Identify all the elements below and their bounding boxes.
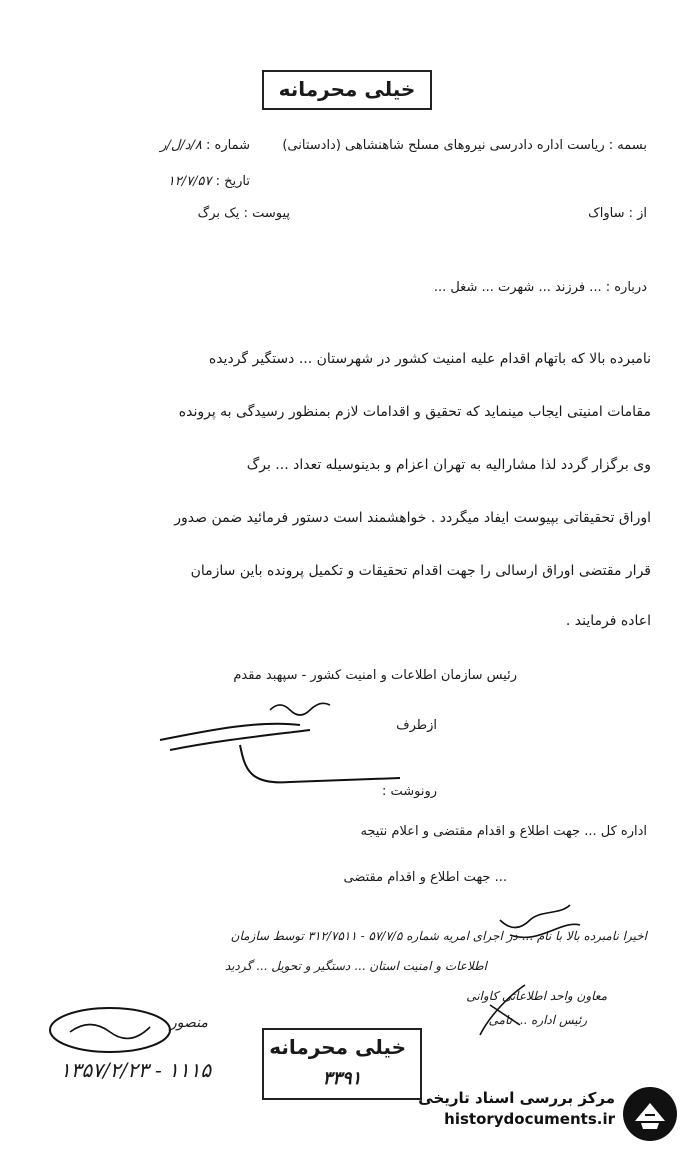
classification-stamp-bottom	[262, 1028, 422, 1100]
bottom-date: ۱۳۵۷/۲/۲۳ - ۱۱۱۵	[60, 1058, 212, 1082]
body-line-6: اعاده فرمایند .	[565, 613, 651, 629]
recipient-line: بسمه : ریاست اداره دادرسی نیروهای مسلح شاهنشاهی (دادستانی)	[282, 138, 647, 153]
archive-name: مرکز بررسی اسناد تاریخی	[418, 1089, 615, 1107]
handwritten-note-2: اطلاعات و امنیت استان ... دستگیر و تحویل ... گردید	[224, 959, 487, 973]
handwritten-loop-mark	[470, 975, 530, 1045]
copies-line-2: ... جهت اطلاع و اقدام مقتضی	[343, 870, 507, 885]
copies-line-1: اداره کل ... جهت اطلاع و اقدام مقتضی و اعلام نتیجه	[360, 824, 647, 839]
oval-signature	[40, 1000, 190, 1060]
body-line-2: مقامات امنیتی ایجاب مینماید که تحقیق و اقدامات لازم بمنظور رسیدگی به پرونده	[178, 404, 651, 420]
number-value: ۸/د/ل/ر	[160, 138, 202, 153]
signature-mark	[150, 690, 410, 800]
subject-line: درباره : ... فرزند ... شهرت ... شغل ...	[433, 280, 647, 295]
attachment-field	[140, 206, 290, 222]
handwritten-squiggle	[470, 895, 590, 955]
stamp-bottom-code: ۳۳۹۱	[322, 1068, 362, 1089]
body-line-4: اوراق تحقیقاتی بپیوست ایفاد میگردد . خواهشمند است دستور فرمائید ضمن صدور	[174, 510, 651, 526]
number-label: شماره :	[206, 138, 250, 153]
handwritten-note-1: اخیرا نامبرده بالا با نام ... در اجرای امریه شماره ۵۷/۷/۵ - ۳۱۲/۷۵۱۱ توسط سازمان	[230, 929, 647, 943]
number-field	[140, 138, 250, 154]
archive-url[interactable]: historydocuments.ir	[444, 1110, 615, 1128]
body-line-3: وی برگزار گردد لذا مشارالیه به تهران اعزام و بدینوسیله تعداد ... برگ	[246, 457, 651, 473]
classification-stamp-top: خیلی محرمانه	[262, 70, 432, 110]
archive-footer	[418, 1088, 615, 1130]
attachment-label: پیوست :	[243, 206, 290, 221]
handwritten-note-4: رئیس اداره ... نامی	[488, 1013, 587, 1027]
signatory-title: رئیس سازمان اطلاعات و امنیت کشور - سپهبد مقدم	[233, 668, 517, 683]
copies-label: رونوشت :	[381, 784, 437, 799]
sender-line: از : ساواک	[588, 206, 647, 221]
body-line-5: قرار مقتضی اوراق ارسالی را جهت اقدام تحقیقات و تکمیل پرونده باین سازمان	[190, 563, 651, 579]
date-field	[140, 174, 250, 190]
handwritten-note-3: معاون واحد اطلاعاتی کاوانی	[466, 989, 607, 1003]
bottom-signature-text: منصور	[170, 1015, 208, 1031]
body-line-1: نامبرده بالا که باتهام اقدام علیه امنیت کشور در شهرستان ... دستگیر گردیده	[208, 351, 651, 367]
date-label: تاریخ :	[215, 174, 250, 189]
on-behalf-label: ازطرف	[396, 718, 437, 733]
stamp-bottom-label: خیلی محرمانه	[269, 1035, 406, 1059]
date-value: ۱۲/۷/۵۷	[167, 174, 212, 189]
attachment-value: یک برگ	[197, 206, 240, 221]
archive-logo-icon	[621, 1085, 679, 1143]
